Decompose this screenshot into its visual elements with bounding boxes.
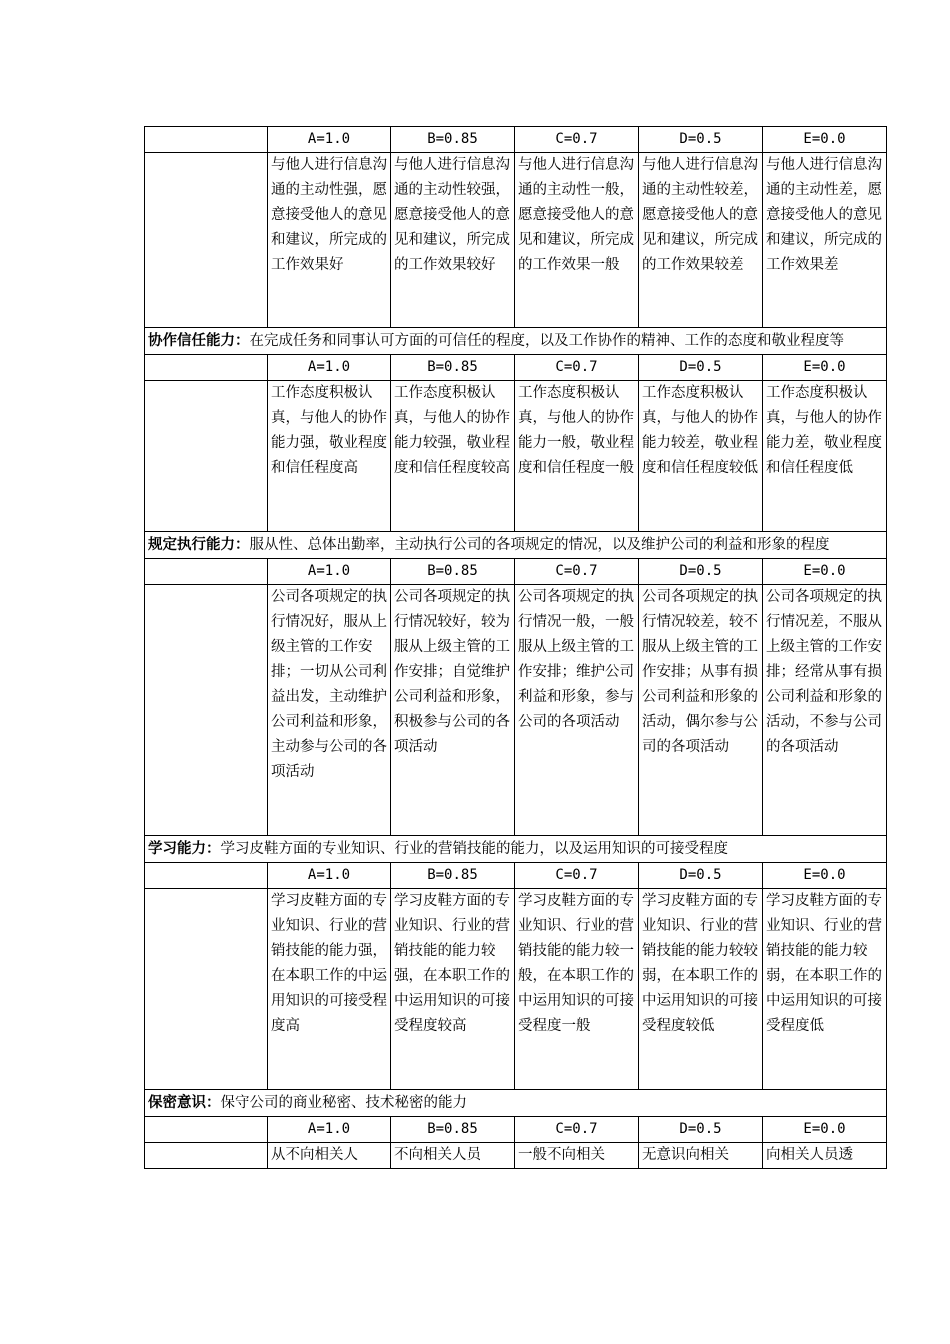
- grade-d: D=0.5: [639, 127, 763, 153]
- evaluation-table: [144, 126, 887, 1169]
- empty-cell: [145, 863, 268, 889]
- grade-e: E=0.0: [763, 559, 887, 585]
- grade-b: B=0.85: [391, 1117, 515, 1143]
- desc-row: [145, 889, 887, 1090]
- grade-b: B=0.85: [391, 355, 515, 381]
- section-row: [145, 836, 887, 863]
- section-title: 保密意识：: [148, 1094, 221, 1111]
- desc-row: [145, 585, 887, 836]
- desc-e: 向相关人员透: [763, 1143, 887, 1169]
- desc-a: 从不向相关人: [268, 1143, 391, 1169]
- section-title: 协作信任能力：: [148, 332, 250, 349]
- desc-d: 无意识向相关: [639, 1143, 763, 1169]
- desc-row: [145, 153, 887, 328]
- empty-cell: [145, 1143, 268, 1169]
- desc-c: 与他人进行信息沟通的主动性一般，愿意接受他人的意见和建议，所完成的工作效果一般: [515, 153, 639, 328]
- grade-header-row: [145, 559, 887, 585]
- grade-e: E=0.0: [763, 355, 887, 381]
- section-cell: [145, 836, 887, 863]
- grade-a: A=1.0: [268, 863, 391, 889]
- section-row: [145, 328, 887, 355]
- section-row: [145, 1090, 887, 1117]
- grade-a: A=1.0: [268, 559, 391, 585]
- desc-e: 学习皮鞋方面的专业知识、行业的营销技能的能力较弱，在本职工作的中运用知识的可接受程度低: [763, 889, 887, 1090]
- empty-cell: [145, 127, 268, 153]
- section-desc: 保守公司的商业秘密、技术秘密的能力: [220, 1095, 467, 1111]
- section-cell: [145, 328, 887, 355]
- desc-d: 与他人进行信息沟通的主动性较差，愿意接受他人的意见和建议，所完成的工作效果较差: [639, 153, 763, 328]
- grade-e: E=0.0: [763, 127, 887, 153]
- empty-cell: [145, 889, 268, 1090]
- desc-d: 学习皮鞋方面的专业知识、行业的营销技能的能力较较弱，在本职工作的中运用知识的可接受程度较低: [639, 889, 763, 1090]
- section-cell: [145, 1090, 887, 1117]
- grade-e: E=0.0: [763, 863, 887, 889]
- grade-b: B=0.85: [391, 863, 515, 889]
- empty-cell: [145, 381, 268, 532]
- section-title: 学习能力：: [148, 840, 221, 857]
- empty-cell: [145, 153, 268, 328]
- grade-c: C=0.7: [515, 127, 639, 153]
- grade-c: C=0.7: [515, 355, 639, 381]
- grade-c: C=0.7: [515, 559, 639, 585]
- desc-row: [145, 381, 887, 532]
- desc-a: 公司各项规定的执行情况好，服从上级主管的工作安排；一切从公司利益出发，主动维护公司利益和形象，主动参与公司的各项活动: [268, 585, 391, 836]
- desc-c: 学习皮鞋方面的专业知识、行业的营销技能的能力较一般，在本职工作的中运用知识的可接受程度一般: [515, 889, 639, 1090]
- desc-row: [145, 1143, 887, 1169]
- desc-a: 与他人进行信息沟通的主动性强，愿意接受他人的意见和建议，所完成的工作效果好: [268, 153, 391, 328]
- grade-e: E=0.0: [763, 1117, 887, 1143]
- grade-b: B=0.85: [391, 127, 515, 153]
- grade-d: D=0.5: [639, 1117, 763, 1143]
- desc-b: 工作态度积极认真，与他人的协作能力较强，敬业程度和信任程度较高: [391, 381, 515, 532]
- grade-header-row: [145, 127, 887, 153]
- grade-header-row: [145, 355, 887, 381]
- grade-a: A=1.0: [268, 355, 391, 381]
- grade-a: A=1.0: [268, 127, 391, 153]
- section-title: 规定执行能力：: [148, 536, 250, 553]
- grade-c: C=0.7: [515, 1117, 639, 1143]
- desc-a: 工作态度积极认真，与他人的协作能力强，敬业程度和信任程度高: [268, 381, 391, 532]
- empty-cell: [145, 1117, 268, 1143]
- empty-cell: [145, 559, 268, 585]
- grade-d: D=0.5: [639, 559, 763, 585]
- desc-d: 工作态度积极认真，与他人的协作能力较差，敬业程度和信任程度较低: [639, 381, 763, 532]
- section-cell: [145, 532, 887, 559]
- section-row: [145, 532, 887, 559]
- desc-c: 公司各项规定的执行情况一般，一般服从上级主管的工作安排；维护公司利益和形象，参与公司的各项活动: [515, 585, 639, 836]
- desc-d: 公司各项规定的执行情况较差，较不服从上级主管的工作安排；从事有损公司利益和形象的活动，偶尔参与公司的各项活动: [639, 585, 763, 836]
- desc-a: 学习皮鞋方面的专业知识、行业的营销技能的能力强，在本职工作的中运用知识的可接受程度高: [268, 889, 391, 1090]
- section-desc: 服从性、总体出勤率，主动执行公司的各项规定的情况，以及维护公司的利益和形象的程度: [249, 537, 830, 553]
- desc-c: 一般不向相关: [515, 1143, 639, 1169]
- empty-cell: [145, 585, 268, 836]
- desc-e: 工作态度积极认真，与他人的协作能力差，敬业程度和信任程度低: [763, 381, 887, 532]
- desc-e: 与他人进行信息沟通的主动性差，愿意接受他人的意见和建议，所完成的工作效果差: [763, 153, 887, 328]
- empty-cell: [145, 355, 268, 381]
- desc-e: 公司各项规定的执行情况差，不服从上级主管的工作安排；经常从事有损公司利益和形象的活动，不参与公司的各项活动: [763, 585, 887, 836]
- grade-d: D=0.5: [639, 863, 763, 889]
- grade-a: A=1.0: [268, 1117, 391, 1143]
- grade-d: D=0.5: [639, 355, 763, 381]
- desc-c: 工作态度积极认真，与他人的协作能力一般，敬业程度和信任程度一般: [515, 381, 639, 532]
- grade-header-row: [145, 863, 887, 889]
- desc-b: 不向相关人员: [391, 1143, 515, 1169]
- grade-header-row: [145, 1117, 887, 1143]
- section-desc: 在完成任务和同事认可方面的可信任的程度，以及工作协作的精神、工作的态度和敬业程度等: [249, 333, 844, 349]
- grade-c: C=0.7: [515, 863, 639, 889]
- grade-b: B=0.85: [391, 559, 515, 585]
- desc-b: 学习皮鞋方面的专业知识、行业的营销技能的能力较强，在本职工作的中运用知识的可接受程度较高: [391, 889, 515, 1090]
- desc-b: 公司各项规定的执行情况较好，较为服从上级主管的工作安排；自觉维护公司利益和形象，积极参与公司的各项活动: [391, 585, 515, 836]
- desc-b: 与他人进行信息沟通的主动性较强，愿意接受他人的意见和建议，所完成的工作效果较好: [391, 153, 515, 328]
- section-desc: 学习皮鞋方面的专业知识、行业的营销技能的能力，以及运用知识的可接受程度: [220, 841, 728, 857]
